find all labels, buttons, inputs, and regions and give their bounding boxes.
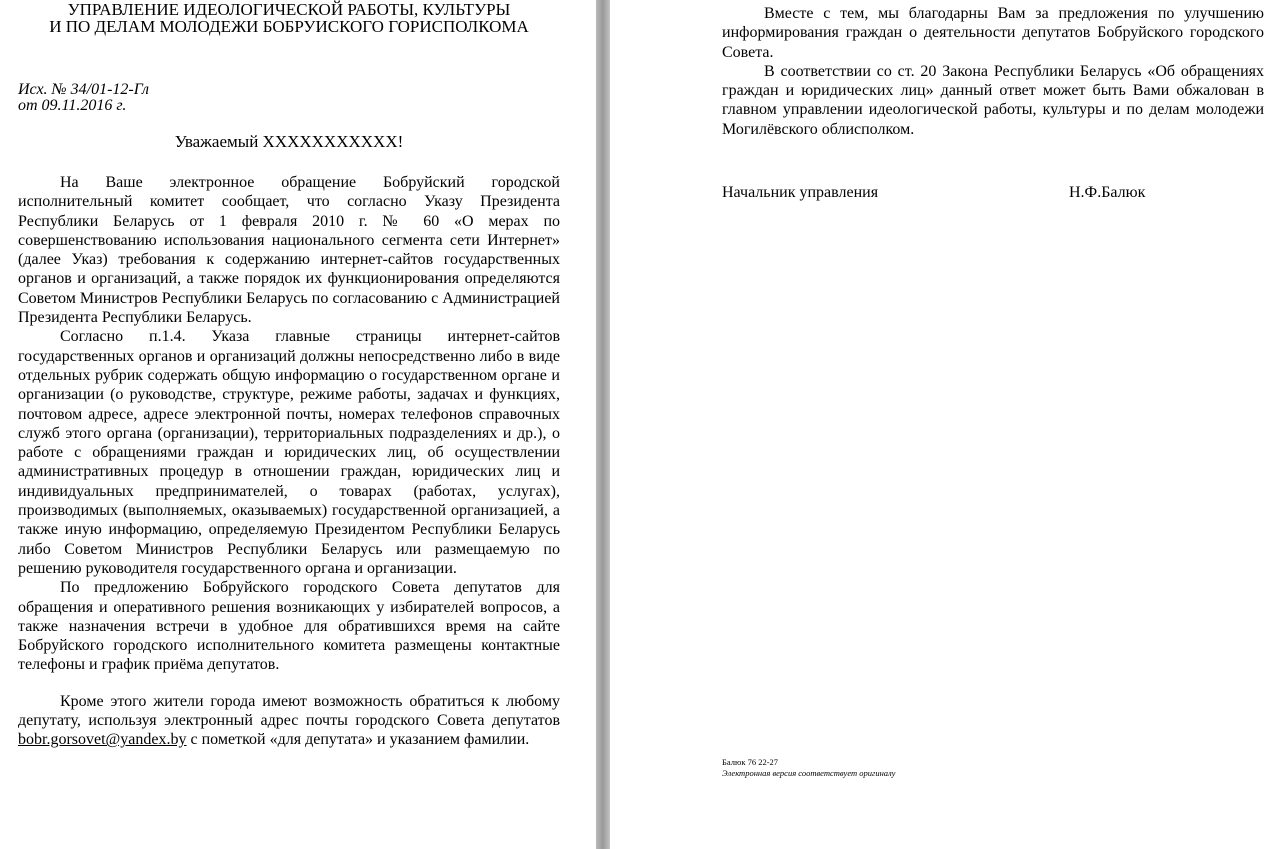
letterhead [18, 2, 560, 35]
letterhead-line-1: УПРАВЛЕНИЕ ИДЕОЛОГИЧЕСКОЙ РАБОТЫ, КУЛЬТУРЫ [67, 0, 511, 19]
page-gutter [596, 0, 610, 849]
paragraph-4-text-end: с пометкой «для депутата» и указанием фамилии. [186, 731, 530, 749]
paragraph-4-text-start: Кроме этого жители города имеют возможность обратиться к любому депутату, используя электронный адрес почты городского Совета депутатов [18, 692, 560, 730]
letter-body-left [18, 173, 560, 750]
document-page-right [610, 0, 1280, 849]
outgoing-number: Исх. № 34/01-12-Гл [18, 81, 149, 98]
paragraph-4 [18, 692, 560, 750]
outgoing-reference [18, 82, 149, 114]
paragraph-3: По предложению Бобруйского городского Совета депутатов для обращения и оперативного решения возникающих у избирателей вопросов, а также назначения встречи в удобное для обратившихся время на сайте Бобруйского городского исполнительного комитета размещены контактные телефоны и график приёма депутатов. [18, 579, 560, 674]
document-page-left [0, 0, 596, 849]
letterhead-line-2: И ПО ДЕЛАМ МОЛОДЕЖИ БОБРУИСКОГО ГОРИСПОЛКОМА [49, 16, 529, 36]
email-link[interactable]: bobr.gorsovet@yandex.by [18, 731, 187, 749]
signatory-position: Начальник управления [722, 184, 879, 201]
greeting: Уважаемый XXXXXXXXXXX! [174, 132, 404, 151]
paragraph-5: Вместе с тем, мы благодарны Вам за предложения по улучшению информирования граждан о деятельности депутатов Бобруйского городского Совета. [722, 5, 1264, 61]
footnote [722, 757, 895, 779]
paragraph-1: На Ваше электронное обращение Бобруйский городской исполнительный комитет сообщает, что согласно Указу Президента Республики Беларусь от 1 февраля 2010 г. № 60 «О мерах по совершенствованию использования национального сегмента сети Интернет» (далее Указ) требования к содержанию интернет-сайтов государственных органов и организаций, а также порядок их функционирования определяются Советом Министров Республики Беларусь по согласованию с Администрацией Президента Республики Беларусь. [18, 174, 560, 327]
paragraph-6: В соответствии со ст. 20 Закона Республики Беларусь «Об обращениях граждан и юридических лиц» данный ответ может быть Вами обжалован в главном управлении идеологической работы, культуры и по делам молодежи Могилёвского облисполком. [722, 62, 1264, 138]
executor-contact: Балюк 76 22-27 [722, 757, 779, 767]
paragraph-2: Согласно п.1.4. Указа главные страницы интернет-сайтов государственных органов и организаций должны непосредственно либо в виде отдельных рубрик содержать общую информацию о государственном органе и организации (о руководстве, структуре, режиме работы, задачах и функциях, почтовом адресе, адресе электронной почты, номерах телефонов справочных служб этого органа (организации), территориальных подразделениях и др.), о работе с обращениями граждан и юридических лиц, об осуществлении административных процедур в отношении граждан, юридических лиц и индивидуальных предпринимателей, о товарах (работах, услугах), производимых (выполняемых, оказываемых) государственной организацией, а также иную информацию, определяемую Президентом Республики Беларусь либо Советом Министров Республики Беларусь или размещаемую по решению руководителя государственного органа и организации. [18, 328, 560, 577]
signatory-name: Н.Ф.Балюк [1069, 184, 1146, 201]
outgoing-date: от 09.11.2016 г. [18, 97, 127, 114]
letter-body-right [722, 4, 1264, 139]
authenticity-note: Электронная версия соответствует оригиналу [722, 768, 896, 778]
